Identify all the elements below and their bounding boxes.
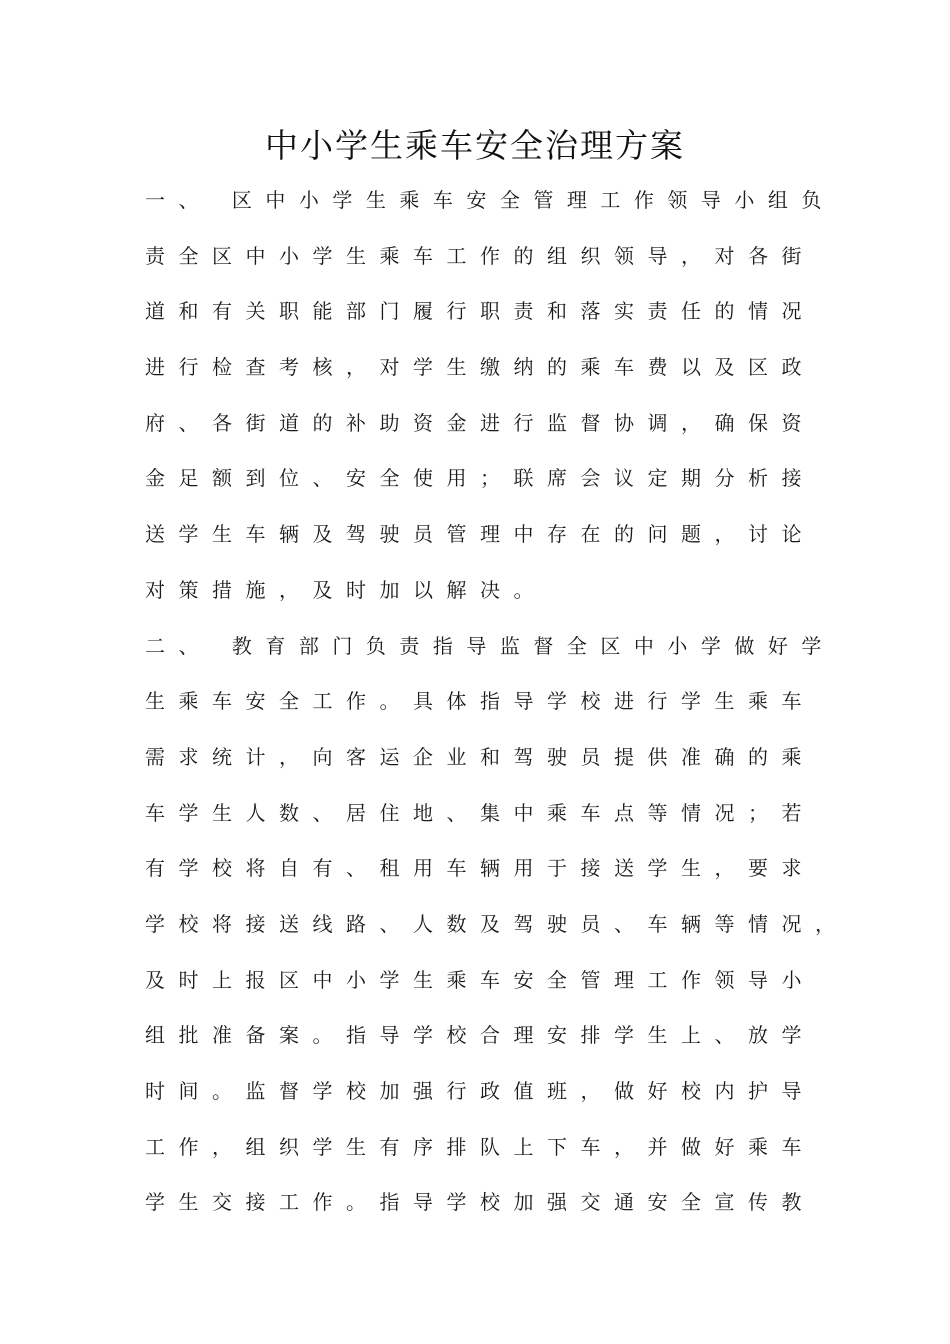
text-line: 时间。监督学校加强行政值班，做好校内护导	[145, 1079, 815, 1103]
text-line: 进行检查考核，对学生缴纳的乘车费以及区政	[145, 355, 815, 380]
text-line: 金足额到位、安全使用；联席会议定期分析接	[145, 466, 815, 491]
text-line: 对策措施，及时加以解决。	[145, 577, 547, 602]
text-line: 府、各街道的补助资金进行监督协调，确保资	[145, 410, 815, 435]
text-line: 需求统计，向客运企业和驾驶员提供准确的乘	[145, 744, 815, 769]
text-line: 生乘车安全工作。具体指导学校进行学生乘车	[145, 689, 815, 714]
text-line: 二、 教育部门负责指导监督全区中小学做好学	[145, 633, 835, 658]
text-line: 工作，组织学生有序排队上下车，并做好乘车	[145, 1134, 815, 1159]
text-line: 送学生车辆及驾驶员管理中存在的问题，讨论	[145, 522, 815, 547]
document-title: 中小学生乘车安全治理方案	[265, 126, 685, 165]
text-line: 有学校将自有、租用车辆用于接送学生，要求	[145, 856, 815, 881]
text-line: 责全区中小学生乘车工作的组织领导，对各街	[145, 243, 815, 268]
text-line: 学生交接工作。指导学校加强交通安全宣传教	[145, 1190, 815, 1215]
text-line: 车学生人数、居住地、集中乘车点等情况；若	[145, 800, 815, 825]
text-line: 学校将接送线路、人数及驾驶员、车辆等情况，	[145, 911, 849, 936]
document-body	[145, 180, 865, 1238]
text-line: 一、 区中小学生乘车安全管理工作领导小组负	[145, 188, 835, 212]
text-line: 组批准备案。指导学校合理安排学生上、放学	[145, 1023, 815, 1048]
text-line: 道和有关职能部门履行职责和落实责任的情况	[145, 299, 815, 324]
text-line: 及时上报区中小学生乘车安全管理工作领导小	[145, 967, 815, 992]
